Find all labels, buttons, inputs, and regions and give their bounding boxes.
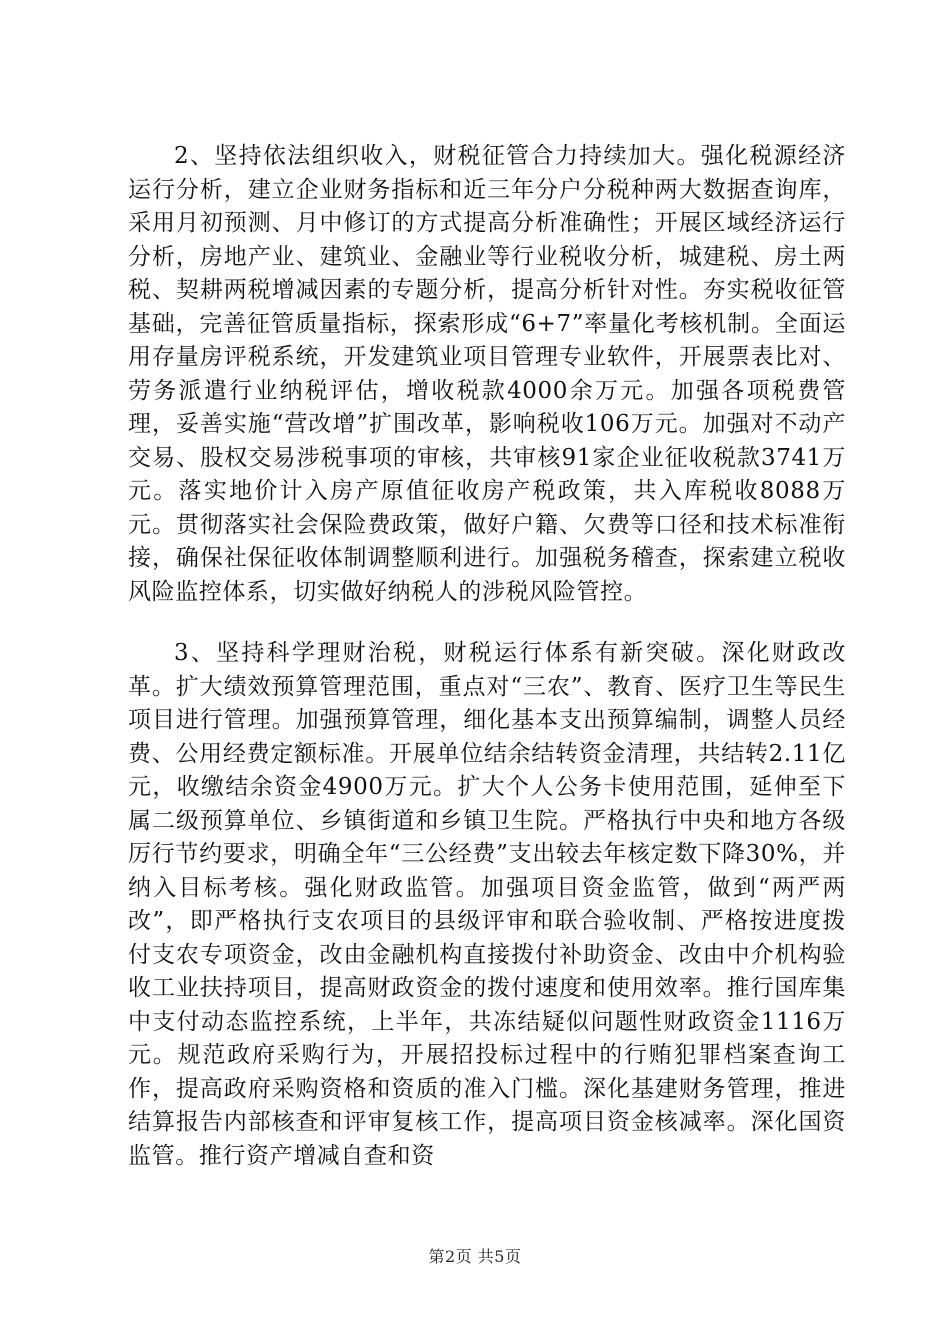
paragraph-tax-collection: 2、坚持依法组织收入，财税征管合力持续加大。强化税源经济运行分析，建立企业财务指标和近三年分户分税种两大数据查询库，采用月初预测、月中修订的方式提高分析准确性；开展区域经济运行分析，房地产业、建筑业、金融业等行业税收分析，城建税、房土两税、契耕两税增减因素的专题分析，提高分析针对性。夯实税收征管基础，完善征管质量指标，探索形成“6+7”率量化考核机制。全面运用存量房评税系统，开发建筑业项目管理专业软件，开展票表比对、劳务派遣行业纳税评估，增收税款4000余万元。加强各项税费管理，妥善实施“营改增”扩围改革，影响税收106万元。加强对不动产交易、股权交易涉税事项的审核，共审核91家企业征收税款3741万元。落实地价计入房产原值征收房产税政策，共入库税收8088万元。贯彻落实社会保险费政策，做好户籍、欠费等口径和技术标准衔接，确保社保征收体制调整顺利进行。加强税务稽查，探索建立税收风险监控体系，切实做好纳税人的涉税风险管控。 bbox=[128, 143, 846, 605]
page-number-footer: 第2页 共5页 bbox=[428, 1247, 522, 1266]
document-body bbox=[128, 140, 846, 1173]
paragraph-fiscal-management: 3、坚持科学理财治税，财税运行体系有新突破。深化财政改革。扩大绩效预算管理范围，重点对“三农”、教育、医疗卫生等民生项目进行管理。加强预算管理，细化基本支出预算编制，调整人员经费、公用经费定额标准。开展单位结余结转资金清理，共结转2.11亿元，收缴结余资金4900万元。扩大个人公务卡使用范围，延伸至下属二级预算单位、乡镇街道和乡镇卫生院。严格执行中央和地方各级厉行节约要求，明确全年“三公经费”支出较去年核定数下降30%，并纳入目标考核。强化财政监管。加强项目资金监管，做到“两严两改”，即严格执行支农项目的县级评审和联合验收制、严格按进度拨付支农专项资金，改由金融机构直接拨付补助资金、改由中介机构验收工业扶持项目，提高财政资金的拨付速度和使用效率。推行国库集中支付动态监控系统，上半年，共冻结疑似问题性财政资金1116万元。规范政府采购行为，开展招投标过程中的行贿犯罪档案查询工作，提高政府采购资格和资质的准入门槛。深化基建财务管理，推进结算报告内部核查和评审复核工作，提高项目资金核减率。深化国资监管。推行资产增减自查和资 bbox=[128, 640, 846, 1169]
